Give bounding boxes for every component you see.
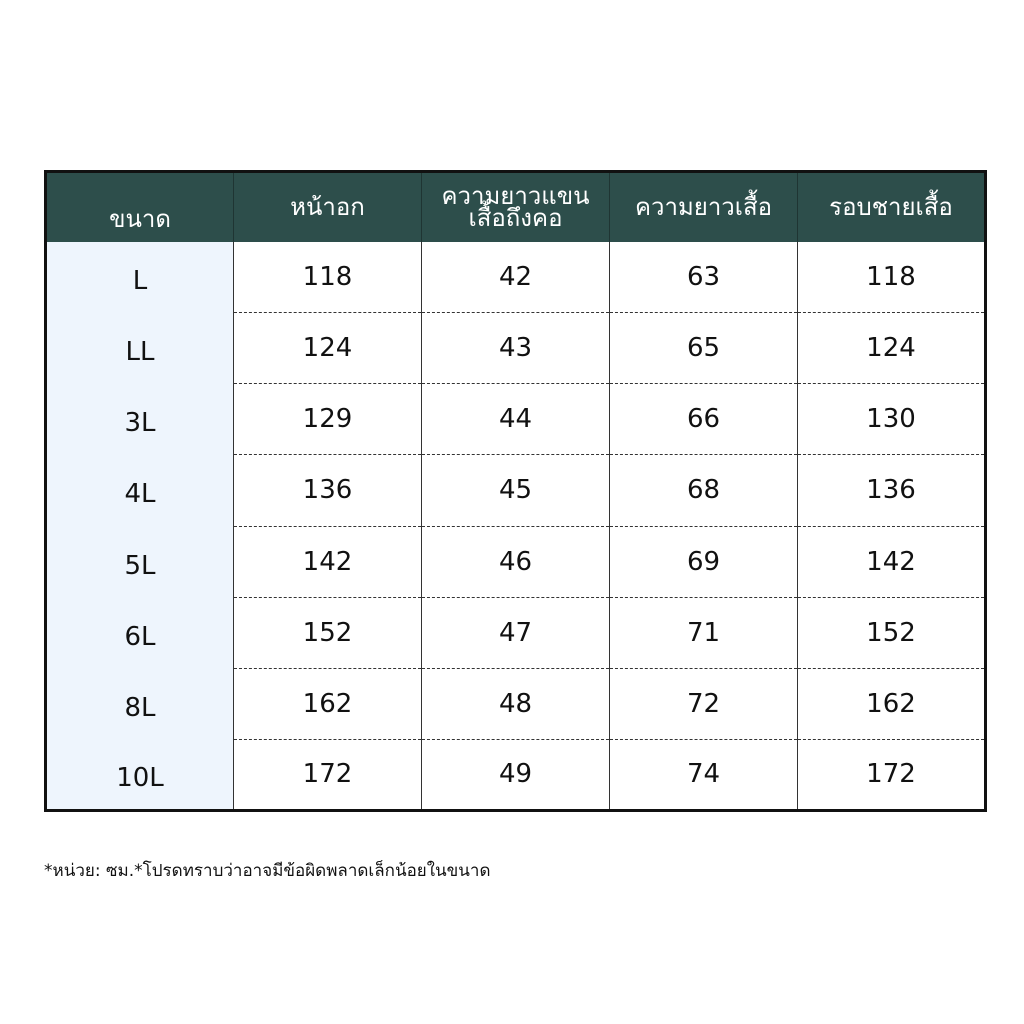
size-cell: 5L xyxy=(46,526,234,597)
table-row xyxy=(46,455,986,526)
chest-cell: 118 xyxy=(234,242,422,313)
chest-cell: 162 xyxy=(234,668,422,739)
header-size: ขนาด xyxy=(46,172,234,242)
length-cell: 74 xyxy=(610,739,798,810)
sleeve-cell: 42 xyxy=(422,242,610,313)
size-cell: 3L xyxy=(46,384,234,455)
unit-footnote: *หน่วย: ซม.*โปรดทราบว่าอาจมีข้อผิดพลาดเล็กน้อยในขนาด xyxy=(44,861,491,881)
length-cell: 72 xyxy=(610,668,798,739)
chest-cell: 152 xyxy=(234,597,422,668)
hem-cell: 130 xyxy=(798,384,986,455)
hem-cell: 136 xyxy=(798,455,986,526)
sleeve-cell: 45 xyxy=(422,455,610,526)
length-cell: 68 xyxy=(610,455,798,526)
table-row xyxy=(46,526,986,597)
chest-cell: 142 xyxy=(234,526,422,597)
table-row xyxy=(46,739,986,810)
chest-cell: 172 xyxy=(234,739,422,810)
table-row xyxy=(46,313,986,384)
length-cell: 69 xyxy=(610,526,798,597)
size-cell: 10L xyxy=(46,739,234,810)
chest-cell: 136 xyxy=(234,455,422,526)
header-hem-circumference: รอบชายเสื้อ xyxy=(798,172,986,242)
header-sleeve-to-neck-length: ความยาวแขนเสื้อถึงคอ xyxy=(422,172,610,242)
header-row xyxy=(46,172,986,242)
table-row xyxy=(46,597,986,668)
length-cell: 66 xyxy=(610,384,798,455)
sleeve-cell: 49 xyxy=(422,739,610,810)
table-row xyxy=(46,242,986,313)
header-shirt-length: ความยาวเสื้อ xyxy=(610,172,798,242)
table-row xyxy=(46,384,986,455)
hem-cell: 152 xyxy=(798,597,986,668)
size-chart-table xyxy=(44,170,987,812)
header-chest: หน้าอก xyxy=(234,172,422,242)
size-cell: L xyxy=(46,242,234,313)
sleeve-cell: 48 xyxy=(422,668,610,739)
sleeve-cell: 44 xyxy=(422,384,610,455)
size-cell: 4L xyxy=(46,455,234,526)
length-cell: 63 xyxy=(610,242,798,313)
hem-cell: 118 xyxy=(798,242,986,313)
length-cell: 71 xyxy=(610,597,798,668)
hem-cell: 124 xyxy=(798,313,986,384)
size-cell: LL xyxy=(46,313,234,384)
size-cell: 8L xyxy=(46,668,234,739)
hem-cell: 162 xyxy=(798,668,986,739)
hem-cell: 142 xyxy=(798,526,986,597)
chest-cell: 124 xyxy=(234,313,422,384)
length-cell: 65 xyxy=(610,313,798,384)
size-cell: 6L xyxy=(46,597,234,668)
chest-cell: 129 xyxy=(234,384,422,455)
sleeve-cell: 43 xyxy=(422,313,610,384)
sleeve-cell: 46 xyxy=(422,526,610,597)
hem-cell: 172 xyxy=(798,739,986,810)
table-row xyxy=(46,668,986,739)
sleeve-cell: 47 xyxy=(422,597,610,668)
